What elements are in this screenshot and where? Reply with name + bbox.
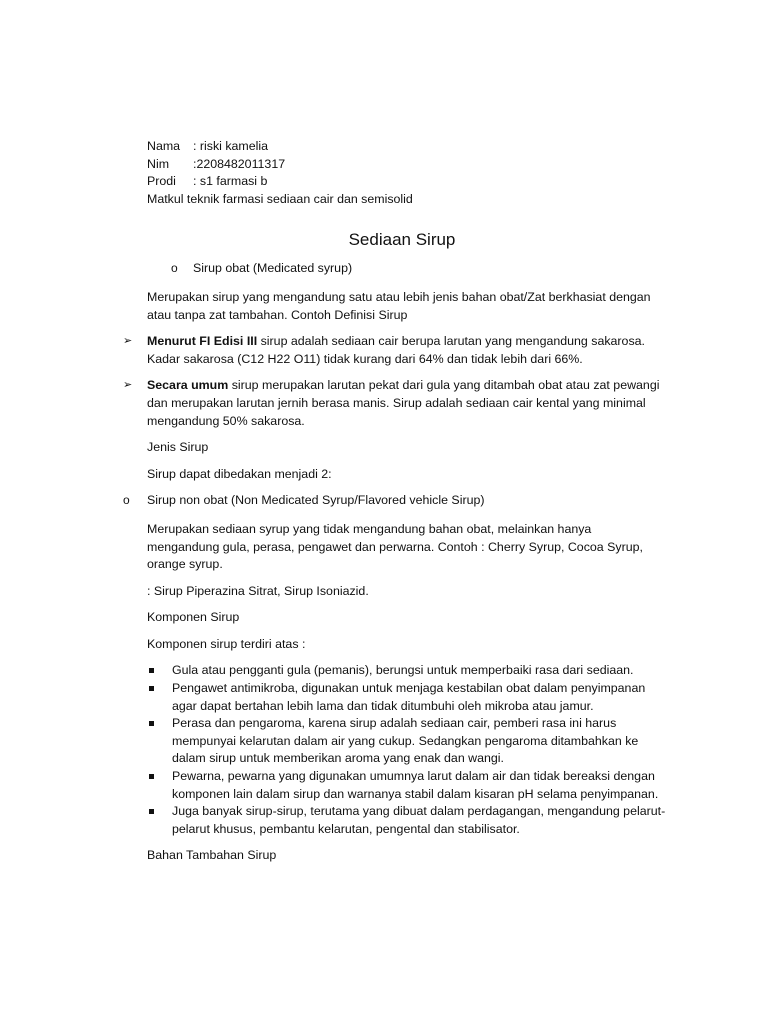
- arrow-bullet-icon: ➢: [123, 335, 133, 348]
- list-item: [147, 803, 667, 838]
- list-item-text: Juga banyak sirup-sirup, terutama yang dibuat dalam perdagangan, mengandung pelarut-pelarut khusus, pembantu kelarutan, pengental dan stabilisator.: [172, 804, 666, 836]
- circle-list-item: [147, 260, 667, 278]
- list-item: [147, 768, 667, 803]
- nama-row: [147, 138, 667, 156]
- prodi-row: [147, 173, 667, 191]
- nim-row: [147, 156, 667, 174]
- list-item: [147, 662, 667, 680]
- section-heading-bahan: Bahan Tambahan Sirup: [147, 848, 277, 863]
- square-bullet-icon: [149, 809, 154, 814]
- prodi-label: Prodi: [147, 174, 176, 189]
- document-body: [123, 138, 667, 874]
- komponen-list: [147, 662, 667, 838]
- circle-item-text: Sirup obat (Medicated syrup): [193, 261, 353, 276]
- circle-item-text: Sirup non obat (Non Medicated Syrup/Flavored vehicle Sirup): [147, 493, 485, 508]
- list-item: [147, 680, 667, 715]
- nim-value: :2208482011317: [193, 156, 286, 171]
- list-item-text: Pengawet antimikroba, digunakan untuk menjaga kestabilan obat dalam penyimpanan agar dapat bertahan lebih lama dan tidak ditumbuhi oleh mikroba atau jamur.: [172, 681, 646, 713]
- square-bullet-icon: [149, 774, 154, 779]
- list-item-text: Perasa dan pengaroma, karena sirup adalah sediaan cair, pemberi rasa ini harus mempunyai kelarutan dalam air yang cukup. Sedangkan pengaroma ditambahkan ke dalam sirup untuk memberikan aroma yang enak dan wangi.: [172, 716, 639, 766]
- circle-bullet-icon: o: [171, 261, 178, 276]
- arrow-item-bold: Secara umum: [147, 378, 229, 393]
- arrow-list-item: [123, 333, 667, 368]
- circle-bullet-icon: o: [123, 493, 130, 508]
- prodi-value: : s1 farmasi b: [193, 174, 268, 189]
- nim-label: Nim: [147, 156, 170, 171]
- paragraph: Komponen sirup terdiri atas :: [147, 636, 306, 651]
- student-info: [147, 138, 667, 208]
- nama-value: : riski kamelia: [193, 139, 269, 153]
- section-heading-jenis: Jenis Sirup: [147, 440, 209, 455]
- paragraph: Sirup dapat dibedakan menjadi 2:: [147, 466, 332, 481]
- paragraph: Merupakan sirup yang mengandung satu atau lebih jenis bahan obat/Zat berkhasiat dengan atau tanpa zat tambahan. Contoh Definisi Sirup: [147, 289, 651, 322]
- nama-label: Nama: [147, 139, 181, 153]
- arrow-list-item: [123, 377, 667, 430]
- section-heading-komponen: Komponen Sirup: [147, 610, 240, 625]
- circle-list-item: [123, 492, 667, 510]
- list-item-text: Gula atau pengganti gula (pemanis), berungsi untuk memperbaiki rasa dari sediaan.: [172, 663, 634, 678]
- square-bullet-icon: [149, 721, 154, 726]
- arrow-item-text: sirup adalah sediaan cair berupa larutan yang mengandung sakarosa. Kadar sakarosa (C12 H22 O11) tidak kurang dari 64% dan tidak lebih dari 66%.: [147, 334, 645, 366]
- paragraph: : Sirup Piperazina Sitrat, Sirup Isoniazid.: [147, 583, 369, 598]
- square-bullet-icon: [149, 668, 154, 673]
- paragraph: Merupakan sediaan syrup yang tidak mengandung bahan obat, melainkan hanya mengandung gula, perasa, pengawet dan perwarna. Contoh : Cherry Syrup, Cocoa Syrup, orange syrup.: [147, 521, 643, 572]
- list-item-text: Pewarna, pewarna yang digunakan umumnya larut dalam air dan tidak bereaksi dengan komponen lain dalam sirup dan warnanya stabil dalam kisaran pH selama penyimpanan.: [172, 769, 659, 801]
- arrow-item-text: sirup merupakan larutan pekat dari gula yang ditambah obat atau zat pewangi dan merupakan larutan jernih berasa manis. Sirup adalah sediaan cair kental yang minimal mengandung 50% sakarosa.: [147, 378, 660, 428]
- document-title: Sediaan Sirup: [348, 230, 456, 250]
- square-bullet-icon: [149, 686, 154, 691]
- list-item: [147, 715, 667, 768]
- matkul-line: Matkul teknik farmasi sediaan cair dan semisolid: [147, 191, 413, 206]
- arrow-bullet-icon: ➢: [123, 379, 133, 392]
- arrow-item-bold: Menurut FI Edisi III: [147, 334, 258, 349]
